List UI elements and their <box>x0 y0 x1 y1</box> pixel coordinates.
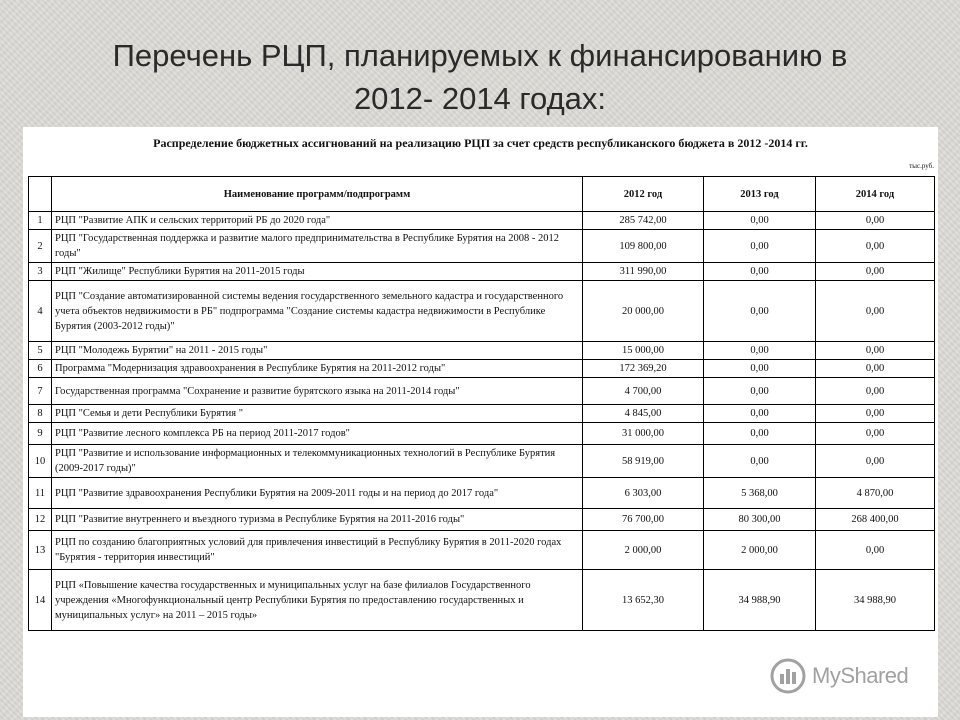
value-2014: 268 400,00 <box>816 509 935 531</box>
header-num <box>29 177 52 212</box>
table-row <box>29 281 935 342</box>
watermark <box>770 656 930 696</box>
value-2012: 285 742,00 <box>583 212 704 230</box>
watermark-text: MyShared <box>812 663 909 688</box>
row-number: 5 <box>29 342 52 360</box>
value-2014: 0,00 <box>816 378 935 405</box>
value-2014: 0,00 <box>816 423 935 445</box>
table-row <box>29 342 935 360</box>
slide-title-line2: 2012- 2014 годах: <box>353 81 607 116</box>
table-body <box>29 212 935 631</box>
header-2014: 2014 год <box>816 177 935 212</box>
program-name: Государственная программа "Сохранение и развитие бурятского языка на 2011-2014 годы" <box>52 378 583 405</box>
value-2012: 4 700,00 <box>583 378 704 405</box>
row-number: 6 <box>29 360 52 378</box>
value-2013: 34 988,90 <box>704 570 816 631</box>
table-row <box>29 423 935 445</box>
program-name: РЦП "Развитие АПК и сельских территорий РБ до 2020 года" <box>52 212 583 230</box>
value-2013: 80 300,00 <box>704 509 816 531</box>
table-row <box>29 405 935 423</box>
myshared-logo-icon <box>770 658 806 694</box>
value-2012: 31 000,00 <box>583 423 704 445</box>
table-row <box>29 445 935 478</box>
value-2014: 0,00 <box>816 342 935 360</box>
value-2013: 5 368,00 <box>704 478 816 509</box>
row-number: 8 <box>29 405 52 423</box>
value-2014: 0,00 <box>816 263 935 281</box>
program-name: РЦП "Развитие здравоохранения Республики Бурятия на 2009-2011 годы и на период до 2017 года" <box>52 478 583 509</box>
value-2013: 0,00 <box>704 342 816 360</box>
row-number: 11 <box>29 478 52 509</box>
value-2012: 311 990,00 <box>583 263 704 281</box>
row-number: 13 <box>29 531 52 570</box>
program-name: РЦП "Семья и дети Республики Бурятия " <box>52 405 583 423</box>
row-number: 7 <box>29 378 52 405</box>
value-2014: 4 870,00 <box>816 478 935 509</box>
value-2013: 0,00 <box>704 360 816 378</box>
value-2014: 0,00 <box>816 445 935 478</box>
row-number: 2 <box>29 230 52 263</box>
program-name: РЦП "Развитие и использование информационных и телекоммуникационных технологий в Республике Бурятия (2009-2017 годы)" <box>52 445 583 478</box>
value-2013: 0,00 <box>704 281 816 342</box>
program-name: РЦП "Развитие внутреннего и въездного туризма в Республике Бурятия на 2011-2016 годы" <box>52 509 583 531</box>
budget-table <box>28 176 935 631</box>
value-2013: 0,00 <box>704 405 816 423</box>
program-name: РЦП "Молодежь Бурятии" на 2011 - 2015 годы" <box>52 342 583 360</box>
value-2014: 0,00 <box>816 281 935 342</box>
program-name: РЦП «Повышение качества государственных и муниципальных услуг на базе филиалов Государственного учреждения «Многофункциональный центр Республики Бурятия по предоставлению государственных и муниципальных услуг» на 2011 – 2015 годы» <box>52 570 583 631</box>
slide-title-line1: Перечень РЦП, планируемых к финансированию в <box>112 38 848 73</box>
value-2012: 76 700,00 <box>583 509 704 531</box>
document-scan <box>23 127 938 717</box>
row-number: 9 <box>29 423 52 445</box>
program-name: РЦП "Создание автоматизированной системы ведения государственного земельного кадастра и государственного учета объектов недвижимости в РБ" подпрограмма "Создание системы кадастра недвижимости в Республике Бурятия (2003-2012 годы)" <box>52 281 583 342</box>
value-2014: 0,00 <box>816 405 935 423</box>
table-row <box>29 360 935 378</box>
row-number: 10 <box>29 445 52 478</box>
unit-note: тыс.руб. <box>909 162 934 170</box>
table-row <box>29 212 935 230</box>
row-number: 3 <box>29 263 52 281</box>
value-2012: 15 000,00 <box>583 342 704 360</box>
value-2012: 4 845,00 <box>583 405 704 423</box>
table-row <box>29 263 935 281</box>
value-2012: 20 000,00 <box>583 281 704 342</box>
value-2013: 0,00 <box>704 423 816 445</box>
header-2013: 2013 год <box>704 177 816 212</box>
row-number: 14 <box>29 570 52 631</box>
value-2014: 0,00 <box>816 531 935 570</box>
value-2012: 2 000,00 <box>583 531 704 570</box>
slide-title <box>30 34 930 120</box>
row-number: 1 <box>29 212 52 230</box>
value-2014: 0,00 <box>816 360 935 378</box>
table-row <box>29 230 935 263</box>
value-2012: 6 303,00 <box>583 478 704 509</box>
value-2014: 0,00 <box>816 212 935 230</box>
program-name: Программа "Модернизация здравоохранения в Республике Бурятия на 2011-2012 годы" <box>52 360 583 378</box>
table-row <box>29 531 935 570</box>
program-name: РЦП "Жилище" Республики Бурятия на 2011-2015 годы <box>52 263 583 281</box>
header-2012: 2012 год <box>583 177 704 212</box>
row-number: 12 <box>29 509 52 531</box>
value-2013: 0,00 <box>704 230 816 263</box>
program-name: РЦП по созданию благоприятных условий для привлечения инвестиций в Республику Бурятия в 2011-2020 годах "Бурятия - территория инвестиций" <box>52 531 583 570</box>
value-2013: 0,00 <box>704 263 816 281</box>
row-number: 4 <box>29 281 52 342</box>
value-2014: 34 988,90 <box>816 570 935 631</box>
value-2012: 13 652,30 <box>583 570 704 631</box>
header-name: Наименование программ/подпрограмм <box>52 177 583 212</box>
table-row <box>29 378 935 405</box>
value-2013: 0,00 <box>704 212 816 230</box>
table-caption: Распределение бюджетных ассигнований на реализацию РЦП за счет средств республиканского бюджета в 2012 -2014 гг. <box>153 136 808 150</box>
table-header-row <box>29 177 935 212</box>
program-name: РЦП "Государственная поддержка и развитие малого предпринимательства в Республике Бурятия на 2008 - 2012 годы" <box>52 230 583 263</box>
value-2012: 109 800,00 <box>583 230 704 263</box>
table-row <box>29 509 935 531</box>
program-name: РЦП "Развитие лесного комплекса РБ на период 2011-2017 годов" <box>52 423 583 445</box>
table-row <box>29 478 935 509</box>
value-2013: 2 000,00 <box>704 531 816 570</box>
value-2012: 172 369,20 <box>583 360 704 378</box>
value-2012: 58 919,00 <box>583 445 704 478</box>
value-2013: 0,00 <box>704 445 816 478</box>
table-row <box>29 570 935 631</box>
value-2013: 0,00 <box>704 378 816 405</box>
value-2014: 0,00 <box>816 230 935 263</box>
